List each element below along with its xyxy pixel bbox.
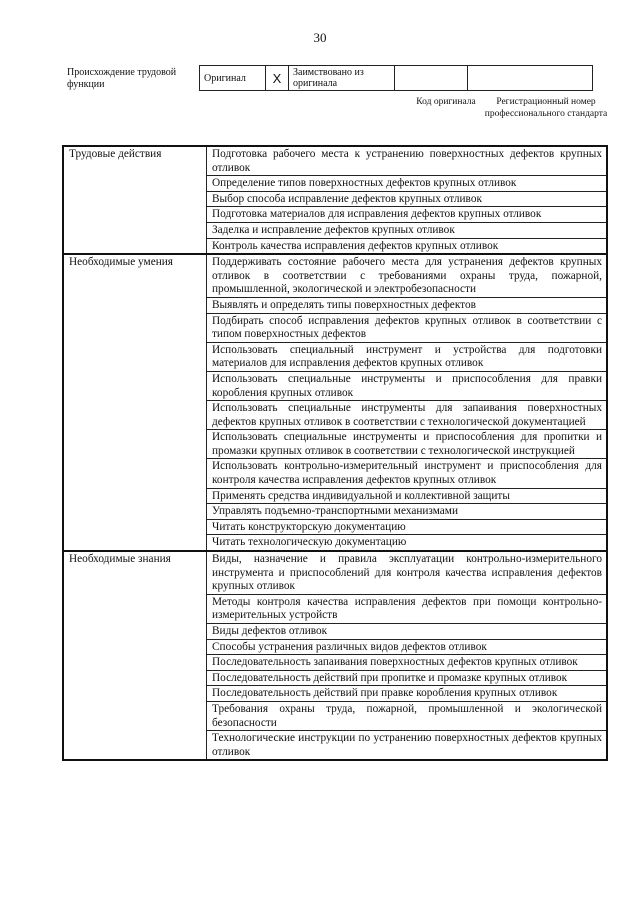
section-item: Виды, назначение и правила эксплуатации контрольно-измерительного инструмента и приспособлений для контроля качества исправления дефектов крупных отливок: [207, 551, 608, 594]
section-title: Трудовые действия: [63, 146, 207, 254]
section-item: Выявлять и определять типы поверхностных дефектов: [207, 297, 608, 313]
code-caption: Код оригинала: [416, 97, 476, 107]
code-cell: [395, 66, 468, 91]
reg-number-caption: Регистрационный номер профессионального стандарта: [484, 97, 608, 119]
section-title: Необходимые знания: [63, 551, 207, 760]
section-item: Требования охраны труда, пожарной, промышленной и экологической безопасности: [207, 701, 608, 730]
section-item: Использовать контрольно-измерительный инструмент и приспособления для контроля качества исправления дефектов крупных отливок: [207, 459, 608, 488]
section-item: Заделка и исправление дефектов крупных отливок: [207, 222, 608, 238]
table-row: [63, 254, 607, 297]
section-item: Поддерживать состояние рабочего места для устранения дефектов крупных отливок в соответствии с требованиями охраны труда, пожарной, промышленной, экологической и электробезопасности: [207, 254, 608, 297]
table-row: [63, 146, 607, 176]
section-item: Использовать специальные инструменты и приспособления для пропитки и промазки крупных отливок в соответствии с технологической инструкцией: [207, 430, 608, 459]
section-item: Выбор способа исправление дефектов крупных отливок: [207, 191, 608, 207]
table-row: [63, 551, 607, 594]
section-item: Использовать специальные инструменты для запаивания поверхностных дефектов крупных отливок в соответствии с технологической документацией: [207, 401, 608, 430]
section-item: Последовательность действий при правке коробления крупных отливок: [207, 686, 608, 702]
borrowed-cell: Заимствовано из оригинала: [289, 66, 395, 91]
section-item: Применять средства индивидуальной и коллективной защиты: [207, 488, 608, 504]
function-details-table: [62, 145, 608, 761]
section-item: Подготовка материалов для исправления дефектов крупных отливок: [207, 207, 608, 223]
original-cell: Оригинал: [200, 66, 266, 91]
section-item: Подготовка рабочего места к устранению поверхностных дефектов крупных отливок: [207, 146, 608, 176]
section-item: Технологические инструкции по устранению поверхностных дефектов крупных отливок: [207, 731, 608, 761]
section-item: Способы устранения различных видов дефектов отливок: [207, 639, 608, 655]
origin-table: [199, 65, 593, 91]
section-item: Контроль качества исправления дефектов крупных отливок: [207, 238, 608, 254]
section-item: Управлять подъемно-транспортными механизмами: [207, 504, 608, 520]
page-number: 30: [313, 30, 327, 45]
section-item: Использовать специальный инструмент и устройства для подготовки материалов для исправления дефектов крупных отливок: [207, 342, 608, 371]
section-item: Определение типов поверхностных дефектов крупных отливок: [207, 176, 608, 192]
section-item: Подбирать способ исправления дефектов крупных отливок в соответствии с типом поверхностных дефектов: [207, 313, 608, 342]
section-item: Читать технологическую документацию: [207, 535, 608, 551]
section-item: Последовательность запаивания поверхностных дефектов крупных отливок: [207, 655, 608, 671]
section-item: Методы контроля качества исправления дефектов при помощи контрольно-измерительных устройств: [207, 594, 608, 623]
section-item: Читать конструкторскую документацию: [207, 519, 608, 535]
section-item: Использовать специальные инструменты и приспособления для правки коробления крупных отливок: [207, 371, 608, 400]
section-title: Необходимые умения: [63, 254, 207, 551]
section-item: Последовательность действий при пропитке и промазке крупных отливок: [207, 670, 608, 686]
origin-label: Происхождение трудовой функции: [67, 67, 177, 90]
reg-number-cell: [468, 66, 593, 91]
section-item: Виды дефектов отливок: [207, 624, 608, 640]
original-mark: X: [266, 66, 289, 91]
